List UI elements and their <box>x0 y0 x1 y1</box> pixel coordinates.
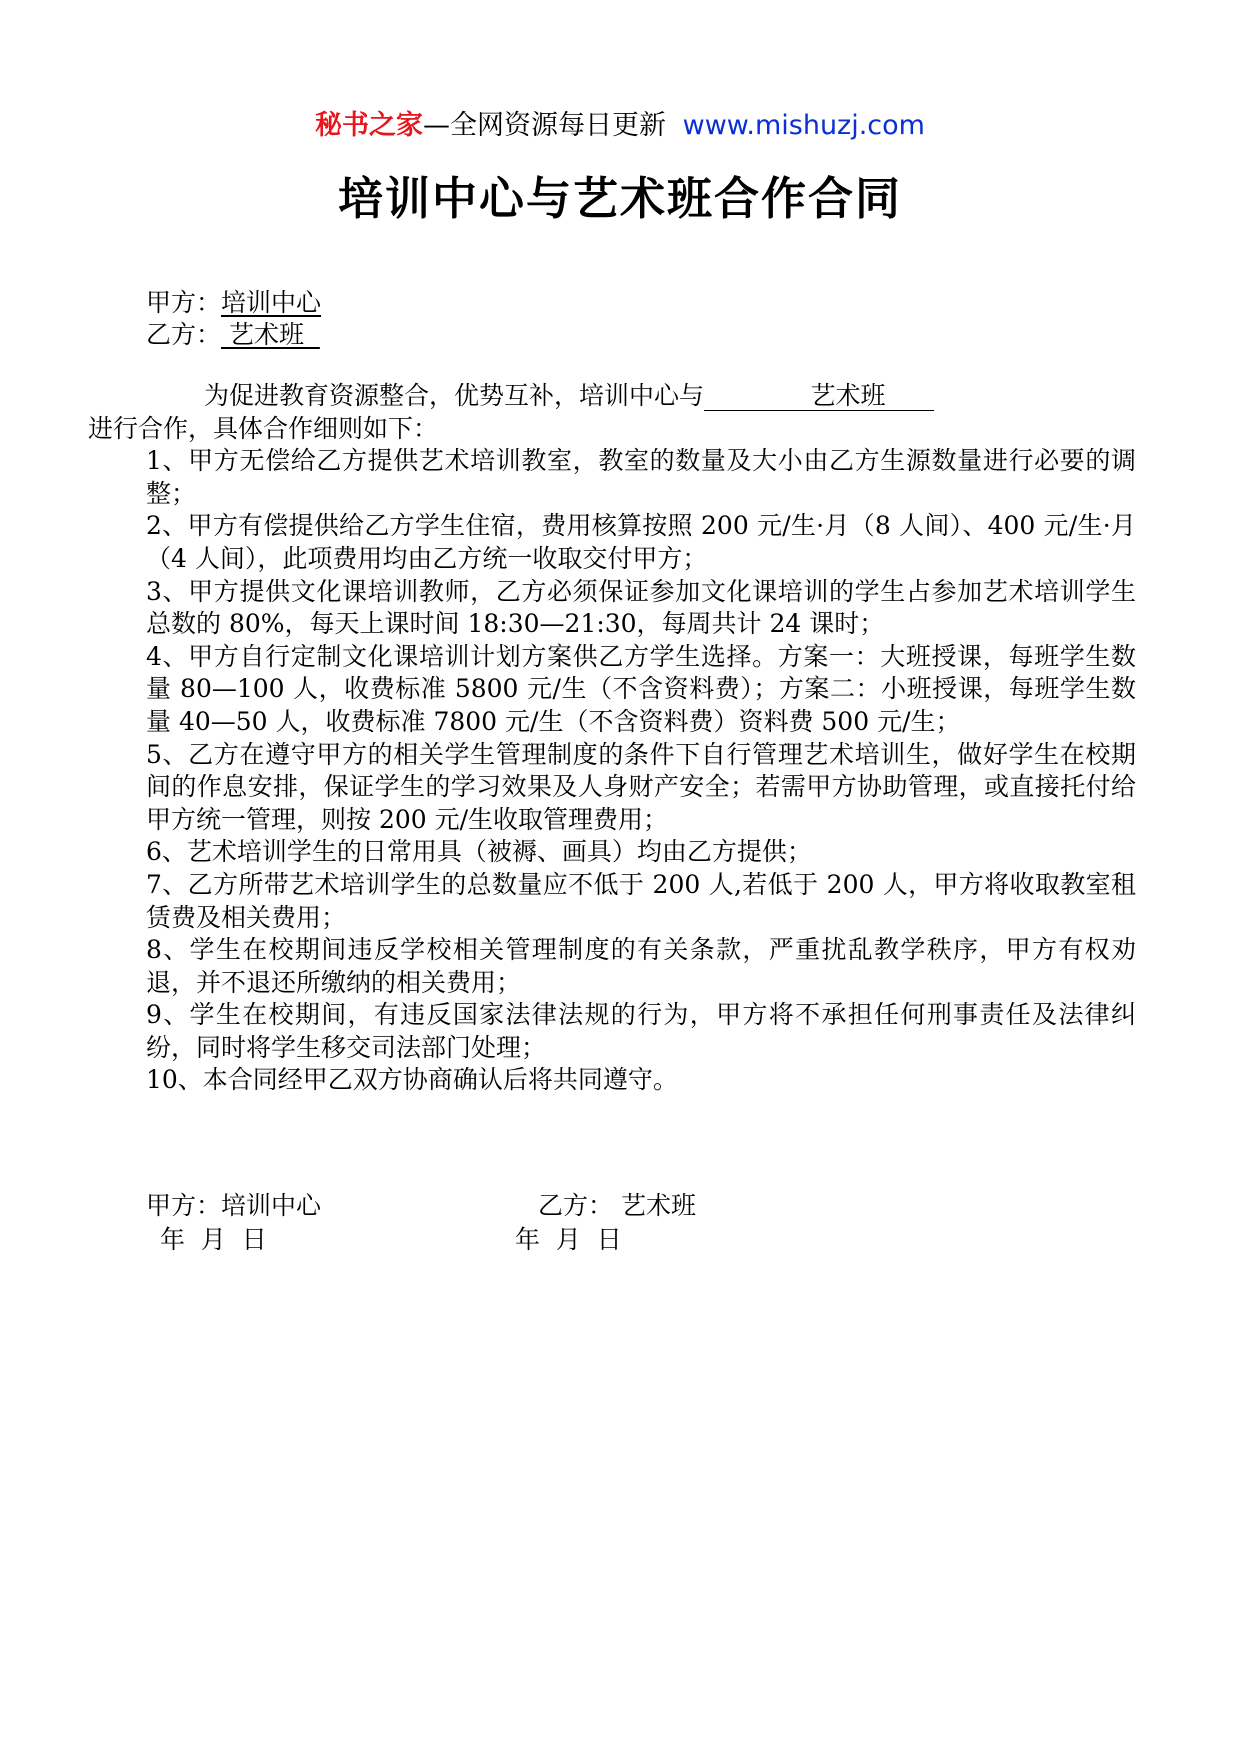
party-b-line <box>146 318 320 352</box>
intro-blank-fill: 艺术班 <box>704 382 934 411</box>
clause-9: 9、学生在校期间，有违反国家法律法规的行为，甲方将不承担任何刑事责任及法律纠纷，同时将学生移交司法部门处理； <box>146 1000 1136 1062</box>
clause-1: 1、甲方无偿给乙方提供艺术培训教室，教室的数量及大小由乙方生源数量进行必要的调整； <box>146 446 1136 508</box>
header-brand: 秘书之家 <box>315 110 424 141</box>
party-b-name: 艺术班 <box>221 320 320 349</box>
party-b-label: 乙方： <box>146 320 222 349</box>
clause-2: 2、甲方有偿提供给乙方学生住宿，费用核算按照 200 元/生·月（8 人间）、400 元/生·月（4 人间），此项费用均由乙方统一收取交付甲方； <box>146 511 1136 573</box>
clause-6: 6、艺术培训学生的日常用具（被褥、画具）均由乙方提供； <box>146 837 812 867</box>
contract-body <box>88 380 1136 1097</box>
party-a-line <box>146 286 321 320</box>
party-a-label: 甲方： <box>146 288 222 317</box>
clause-7: 7、乙方所带艺术培训学生的总数量应不低于 200 人,若低于 200 人，甲方将收取教室租赁费及相关费用； <box>146 869 1136 932</box>
clause-3: 3、甲方提供文化课培训教师，乙方必须保证参加文化课培训的学生占参加艺术培训学生总数的 80%，每天上课时间 18:30—21:30，每周共计 24 课时； <box>146 576 1136 639</box>
party-a-name: 培训中心 <box>221 288 322 317</box>
header-slogan: —全网资源每日更新 <box>423 110 667 141</box>
signature-party-b: 乙方： 艺术班 <box>538 1191 696 1220</box>
clause-4: 4、甲方自行定制文化课培训计划方案供乙方学生选择。方案一：大班授课，每班学生数量 80—100 人，收费标准 5800 元/生（不含资料费）；方案二：小班授课，每班学生数量 40—50 人，收费标准 7800 元/生（不含资料费）资料费 500 元/生； <box>146 641 1136 736</box>
signature-party-a: 甲方：培训中心 <box>146 1191 322 1220</box>
clause-8: 8、学生在校期间违反学校相关管理制度的有关条款，严重扰乱教学秩序，甲方有权劝退，并不退还所缴纳的相关费用； <box>146 935 1136 997</box>
intro-lead: 为促进教育资源整合，优势互补，培训中心与 <box>204 381 705 410</box>
intro-paragraph <box>88 380 1136 445</box>
signature-party-b-date: 年 月 日 <box>515 1225 622 1254</box>
signature-party-a-date: 年 月 日 <box>160 1225 267 1254</box>
header-url-link[interactable]: www.mishuzj.com <box>682 110 925 141</box>
clause-10: 10、本合同经甲乙双方协商确认后将共同遵守。 <box>146 1065 678 1095</box>
site-header <box>0 103 1240 142</box>
document-title: 培训中心与艺术班合作合同 <box>337 172 902 225</box>
clause-5: 5、乙方在遵守甲方的相关学生管理制度的条件下自行管理艺术培训生，做好学生在校期间的作息安排，保证学生的学习效果及人身财产安全；若需甲方协助管理，或直接托付给甲方统一管理，则按 200 元/生收取管理费用； <box>146 739 1136 834</box>
intro-tail: 进行合作，具体合作细则如下： <box>88 413 439 443</box>
